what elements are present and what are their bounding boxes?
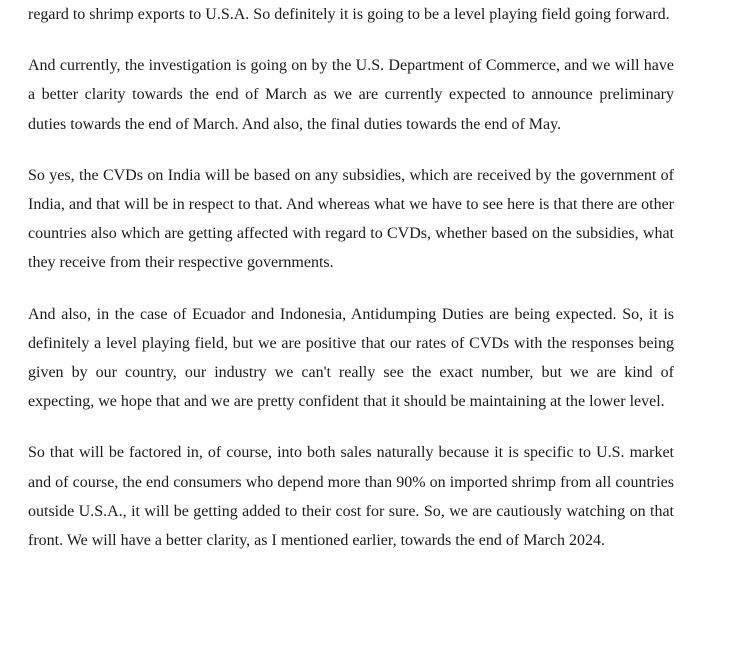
paragraph-cvds-india: So yes, the CVDs on India will be based on any subsidies, which are received by the government of India, and that will be in respect to that. And whereas what we have to see here is that there are other countries also which are getting affected with regard to CVDs, whether based on the subsidies, what they receive from their respective governments. bbox=[28, 166, 674, 272]
document-page bbox=[28, 0, 674, 555]
paragraph-shrimp-exports: regard to shrimp exports to U.S.A. So definitely it is going to be a level playing field going forward. bbox=[28, 6, 670, 23]
paragraph-factored-in: So that will be factored in, of course, into both sales naturally because it is specific to U.S. market and of course, the end consumers who depend more than 90% on imported shrimp from all countries outside U.S.A., it will be getting added to their cost for sure. So, we are cautiously watching on that front. We will have a better clarity, as I mentioned earlier, towards the end of March 2024. bbox=[28, 444, 674, 550]
paragraph-ecuador-indonesia: And also, in the case of Ecuador and Indonesia, Antidumping Duties are being expected. So, it is definitely a level playing field, but we are positive that our rates of CVDs with the responses being given by our country, our industry we can't really see the exact number, but we are kind of expecting, we hope that and we are pretty confident that it should be maintaining at the lower level. bbox=[28, 305, 674, 411]
paragraph-investigation: And currently, the investigation is going on by the U.S. Department of Commerce, and we will have a better clarity towards the end of March as we are currently expected to announce preliminary duties towards the end of March. And also, the final duties towards the end of May. bbox=[28, 57, 674, 133]
